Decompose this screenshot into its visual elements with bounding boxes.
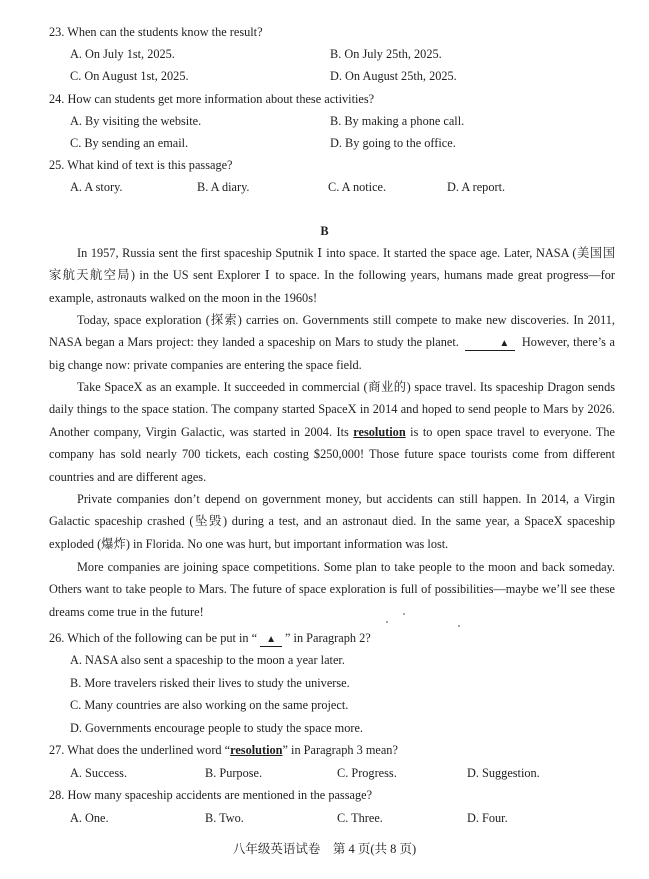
question-24-stem: 24. How can students get more information about these activities? — [49, 92, 375, 106]
question-28-option-d[interactable]: D. Four. — [467, 811, 508, 825]
question-23-option-a[interactable]: A. On July 1st, 2025. — [70, 47, 175, 61]
question-23-option-b[interactable]: B. On July 25th, 2025. — [330, 47, 442, 61]
underlined-word: resolution — [353, 424, 406, 439]
paragraph-3-text: Take SpaceX as an example. It succeeded in commercial (商业的) space travel. Its spaceship Dragon sends daily things to the space station. The company started SpaceX in 2014 and hoped to send people to Mars by 2026. Another company, Virgin Galactic, was started in 2004. Its — [49, 380, 615, 439]
question-23-option-d[interactable]: D. On August 25th, 2025. — [330, 69, 457, 83]
question-24-option-a[interactable]: A. By visiting the website. — [70, 114, 202, 128]
question-28-stem: 28. How many spaceship accidents are mentioned in the passage? — [49, 788, 373, 802]
passage-paragraph-1: In 1957, Russia sent the first spaceship Sputnik Ⅰ into space. It started the space age. Later, NASA (美国国家航天航空局) in the US sent Explorer Ⅰ to space. In the following years, humans made great progress—for example, astronauts walked on the moon in the 1960s! — [49, 246, 615, 305]
question-26-option-c[interactable]: C. Many countries are also working on the same project. — [70, 698, 349, 712]
question-27-option-a[interactable]: A. Success. — [70, 766, 128, 780]
question-25-option-d[interactable]: D. A report. — [447, 180, 506, 194]
question-27-option-c[interactable]: C. Progress. — [337, 766, 397, 780]
scan-speck — [458, 625, 460, 627]
passage-paragraph-3 — [49, 376, 615, 488]
paragraph-2-text: Today, space exploration (探索) carries on. Governments still compete to make new discoveries. In 2011, NASA began a Mars project: they landed a spaceship on Mars to study the planet. — [49, 313, 615, 350]
scan-speck — [386, 621, 388, 623]
answer-blank-marker: ▲ — [465, 338, 515, 351]
question-27-stem — [49, 742, 398, 758]
question-25-option-a[interactable]: A. A story. — [70, 180, 123, 194]
question-26-stem-text: 26. Which of the following can be put in “ — [49, 631, 258, 645]
question-27-option-d[interactable]: D. Suggestion. — [467, 766, 540, 780]
question-28-option-a[interactable]: A. One. — [70, 811, 109, 825]
question-27-option-b[interactable]: B. Purpose. — [205, 766, 263, 780]
question-23-option-c[interactable]: C. On August 1st, 2025. — [70, 69, 189, 83]
question-26-option-a[interactable]: A. NASA also sent a spaceship to the moon a year later. — [70, 653, 345, 667]
paragraph-2-text-end: However, there’s a big change now: private companies are entering the space field. — [49, 335, 615, 372]
answer-blank-marker: ▲ — [260, 634, 282, 647]
question-25-option-b[interactable]: B. A diary. — [197, 180, 250, 194]
question-26-option-d[interactable]: D. Governments encourage people to study the space more. — [70, 721, 363, 735]
question-24-option-d[interactable]: D. By going to the office. — [330, 136, 456, 150]
question-26-stem — [49, 630, 371, 647]
question-25-stem: 25. What kind of text is this passage? — [49, 158, 233, 172]
passage-paragraph-5: More companies are joining space competitions. Some plan to take people to the moon and back someday. Others want to take people to Mars. The future of space exploration is full of possibilities—maybe we’ll see these dreams come true in the future! — [49, 560, 615, 619]
question-28-option-b[interactable]: B. Two. — [205, 811, 244, 825]
question-26-stem-end: ” in Paragraph 2? — [285, 631, 371, 645]
underlined-word: resolution — [230, 743, 283, 757]
question-24-option-b[interactable]: B. By making a phone call. — [330, 114, 465, 128]
question-27-stem-text: 27. What does the underlined word “ — [49, 743, 231, 757]
question-28-option-c[interactable]: C. Three. — [337, 811, 383, 825]
passage-paragraph-4: Private companies don’t depend on government money, but accidents can still happen. In 2014, a Virgin Galactic spaceship crashed (坠毁) during a test, and an astronaut died. In the same year, a SpaceX spaceship exploded (爆炸) in Florida. No one was hurt, but important information was lost. — [49, 492, 615, 551]
scan-speck — [403, 613, 405, 615]
question-25-option-c[interactable]: C. A notice. — [328, 180, 387, 194]
question-23-stem: 23. When can the students know the result? — [49, 25, 263, 39]
question-24-option-c[interactable]: C. By sending an email. — [70, 136, 189, 150]
question-26-option-b[interactable]: B. More travelers risked their lives to study the universe. — [70, 676, 350, 690]
page-footer: 八年级英语试卷 第 4 页(共 8 页) — [232, 842, 417, 856]
question-27-stem-end: ” in Paragraph 3 mean? — [282, 743, 398, 757]
passage-paragraph-2 — [49, 309, 615, 376]
paragraph-3-text-end: is to open space travel to everyone. The company has sold nearly 700 tickets, each costing $250,000! Those future space tourists come from different countries and are different ages. — [49, 424, 616, 484]
section-heading: B — [320, 224, 329, 238]
